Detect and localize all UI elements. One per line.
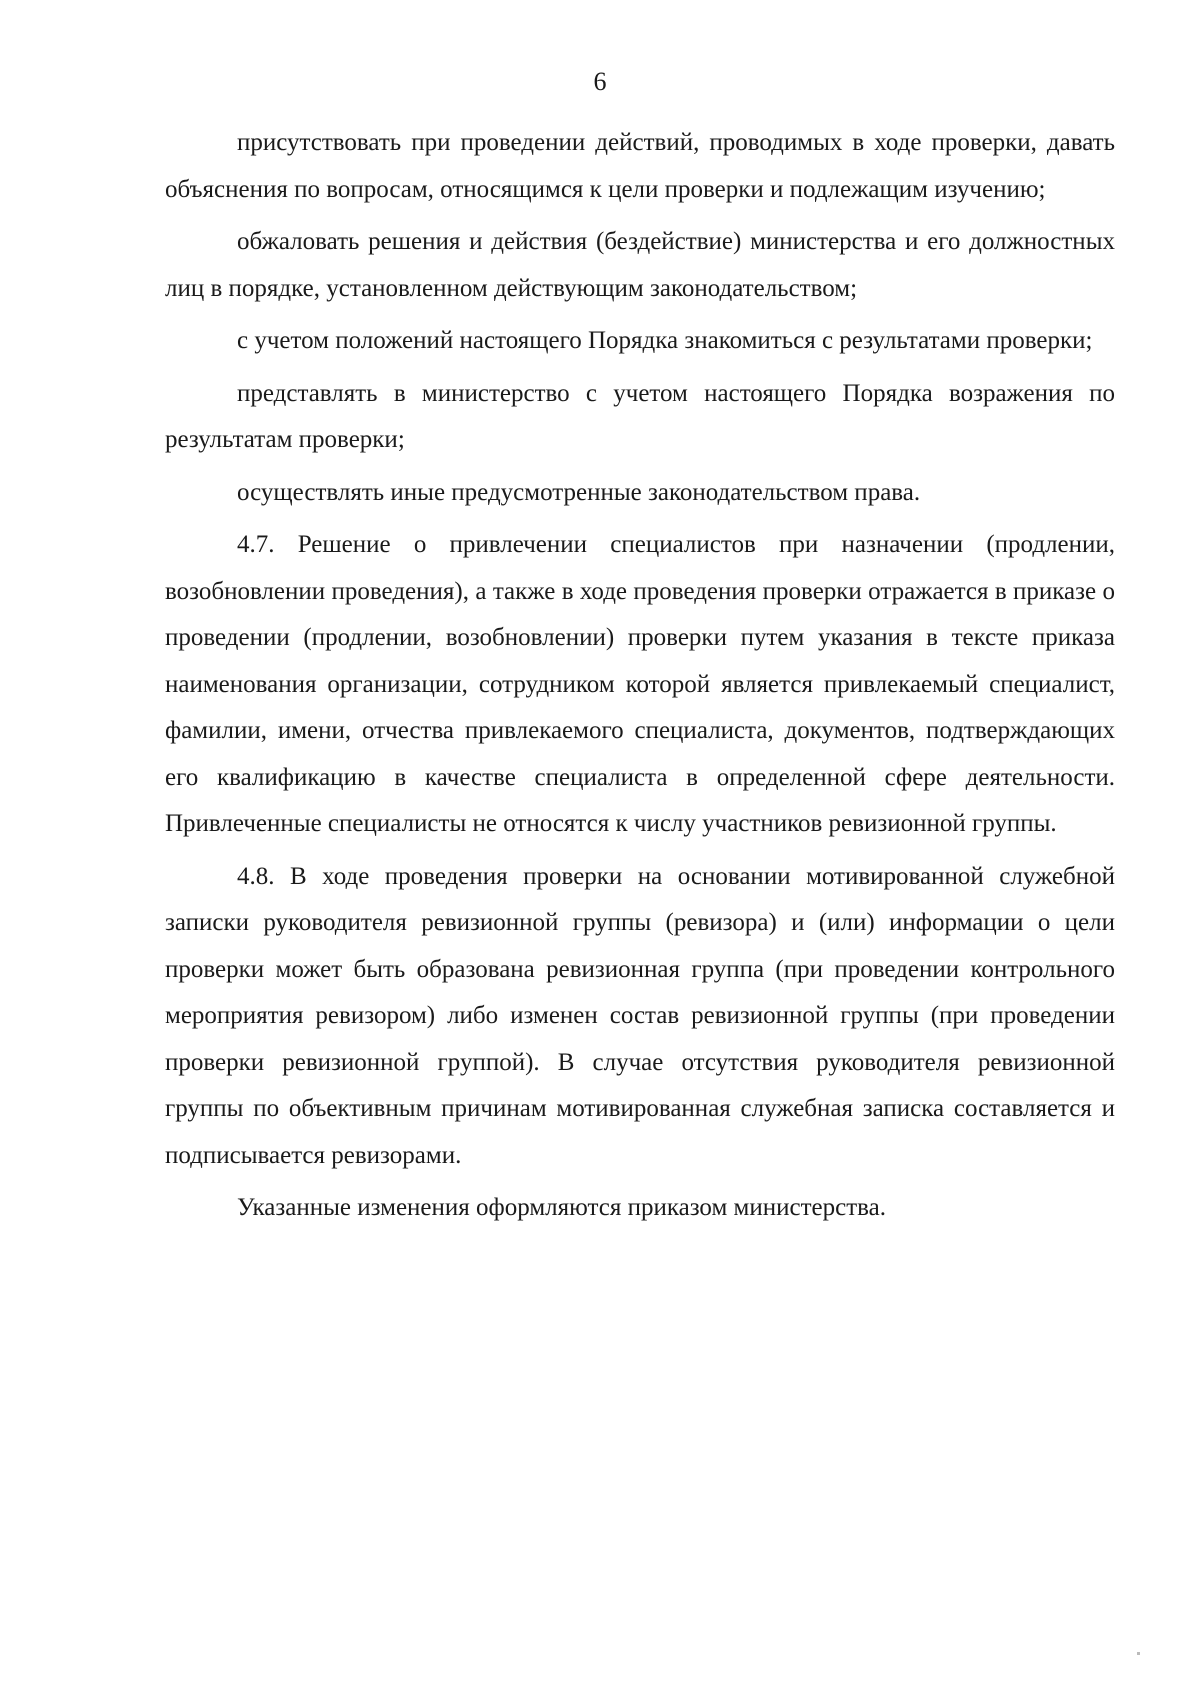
document-body (165, 120, 1115, 1238)
paragraph-other-rights: осуществлять иные предусмотренные законодательством права. (237, 478, 921, 506)
paragraph-submit-objections: представлять в министерство с учетом настоящего Порядка возражения по результатам проверки; (165, 379, 1115, 453)
paragraph-appeal-decisions: обжаловать решения и действия (бездействие) министерства и его должностных лиц в порядке, установленном действующим законодательством; (165, 228, 1115, 302)
scan-speck (1137, 1652, 1140, 1655)
paragraph-participant-rights-presence: присутствовать при проведении действий, проводимых в ходе проверки, давать объяснения по вопросам, относящимся к цели проверки и подлежащим изучению; (165, 129, 1115, 203)
paragraph-section-4-8: 4.8. В ходе проведения проверки на основании мотивированной служебной записки руководителя ревизионной группы (ревизора) и (или) информации о цели проверки может быть образована ревизионная группа (при проведении контрольного мероприятия ревизором) либо изменен состав ревизионной группы (при проведении проверки ревизионной группой). В случае отсутствия руководителя ревизионной группы по объективным причинам мотивированная служебная записка составляется и подписывается ревизорами. (165, 862, 1115, 1169)
paragraph-review-results: с учетом положений настоящего Порядка знакомиться с результатами проверки; (237, 327, 1093, 354)
paragraph-changes-order: Указанные изменения оформляются приказом министерства. (237, 1194, 886, 1221)
paragraph-section-4-7: 4.7. Решение о привлечении специалистов при назначении (продлении, возобновлении проведения), а также в ходе проведения проверки отражается в приказе о проведении (продлении, возобновлении) проверки путем указания в тексте приказа наименования организации, сотрудником которой является привлекаемый специалист, фамилии, имени, отчества привлекаемого специалиста, документов, подтверждающих его квалификацию в качестве специалиста в определенной сфере деятельности. Привлеченные специалисты не относятся к числу участников ревизионной группы. (165, 531, 1115, 837)
page-number: 6 (593, 67, 607, 96)
